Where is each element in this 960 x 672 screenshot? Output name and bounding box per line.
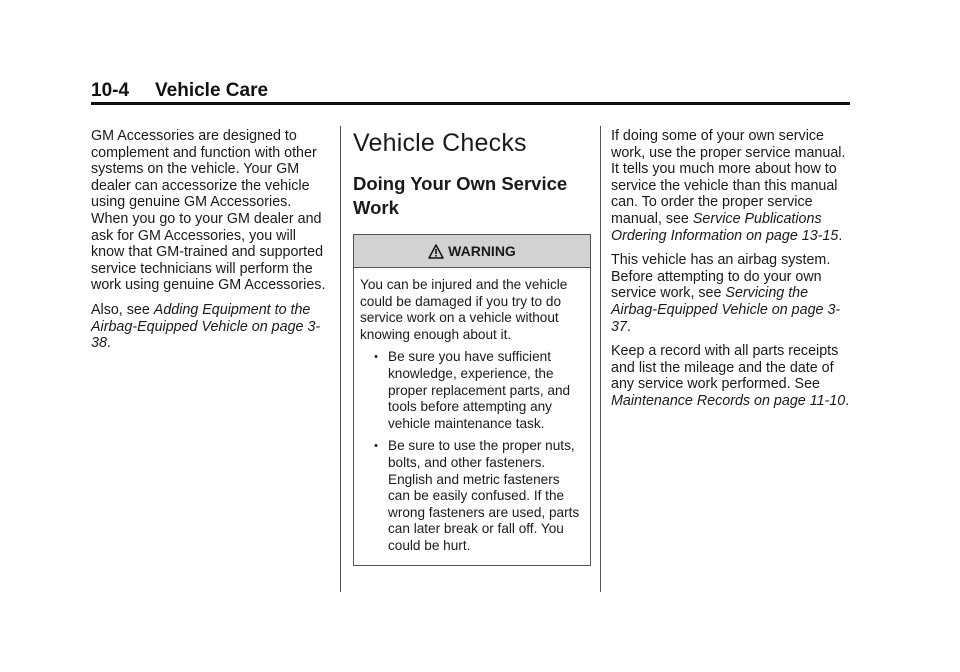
warning-triangle-icon: [428, 244, 444, 259]
warning-title: WARNING: [448, 242, 516, 259]
column-3: [611, 128, 851, 418]
column-divider-1: [340, 126, 341, 592]
warning-box: [353, 234, 591, 566]
warning-header: [354, 235, 590, 268]
page-number: 10-4: [91, 80, 130, 101]
also-see-paragraph: Also, see Adding Equipment to the Airbag-Equipped Vehicle on page 3-38.: [91, 301, 321, 352]
column-2: [353, 128, 593, 566]
section-title: Vehicle Care: [155, 80, 269, 101]
warning-body: [354, 268, 590, 565]
records-paragraph: Keep a record with all parts receipts and list the mileage and the date of any service work performed. See Maintenance Records on page 11-10.: [611, 343, 850, 409]
column-1: [91, 128, 331, 360]
page-header: [91, 80, 268, 102]
vehicle-checks-heading: Vehicle Checks: [353, 129, 527, 157]
bullet-icon: •: [374, 351, 378, 364]
service-manual-paragraph: If doing some of your own service work, use the proper service manual. It tells you much more about how to service the vehicle than this manual can. To order the proper service manual, see Service Publications Ordering Information on page 13-15.: [611, 128, 846, 244]
servicing-airbag-link[interactable]: Servicing the Airbag-Equipped Vehicle on page 3-37: [611, 285, 841, 335]
warning-bullet-item: • Be sure to use the proper nuts, bolts, and other fasteners. English and metric fasteners can be easily confused. If the wrong fasteners are used, parts can later break or fall off. You could be hurt.: [360, 438, 584, 554]
warning-bullet-item: • Be sure you have sufficient knowledge, experience, the proper replacement parts, and tools before attempting any vehicle maintenance task.: [360, 349, 584, 432]
airbag-paragraph: This vehicle has an airbag system. Before attempting to do your own service work, see Servicing the Airbag-Equipped Vehicle on page 3-37.: [611, 252, 841, 335]
service-publications-link[interactable]: Service Publications Ordering Information on page 13-15: [611, 210, 839, 244]
warning-intro: You can be injured and the vehicle could be damaged if you try to do service work on a vehicle without knowing enough about it.: [360, 277, 568, 342]
header-rule: [91, 102, 850, 105]
maintenance-records-link[interactable]: Maintenance Records on page 11-10: [611, 392, 846, 409]
warning-bullet-list: [360, 349, 584, 554]
bullet-icon: •: [374, 440, 378, 453]
service-work-subheading: Doing Your Own Service Work: [353, 173, 568, 218]
column-divider-2: [600, 126, 601, 592]
accessories-paragraph: GM Accessories are designed to complement and function with other systems on the vehicle. Your GM dealer can accessorize the vehicle using genuine GM Accessories. When you go to your GM dealer and ask for GM Accessories, you will know that GM-trained and supported service technicians will perform the work using genuine GM Accessories.: [91, 128, 326, 294]
adding-equipment-link[interactable]: Adding Equipment to the Airbag-Equipped Vehicle on page 3-38: [91, 301, 321, 352]
